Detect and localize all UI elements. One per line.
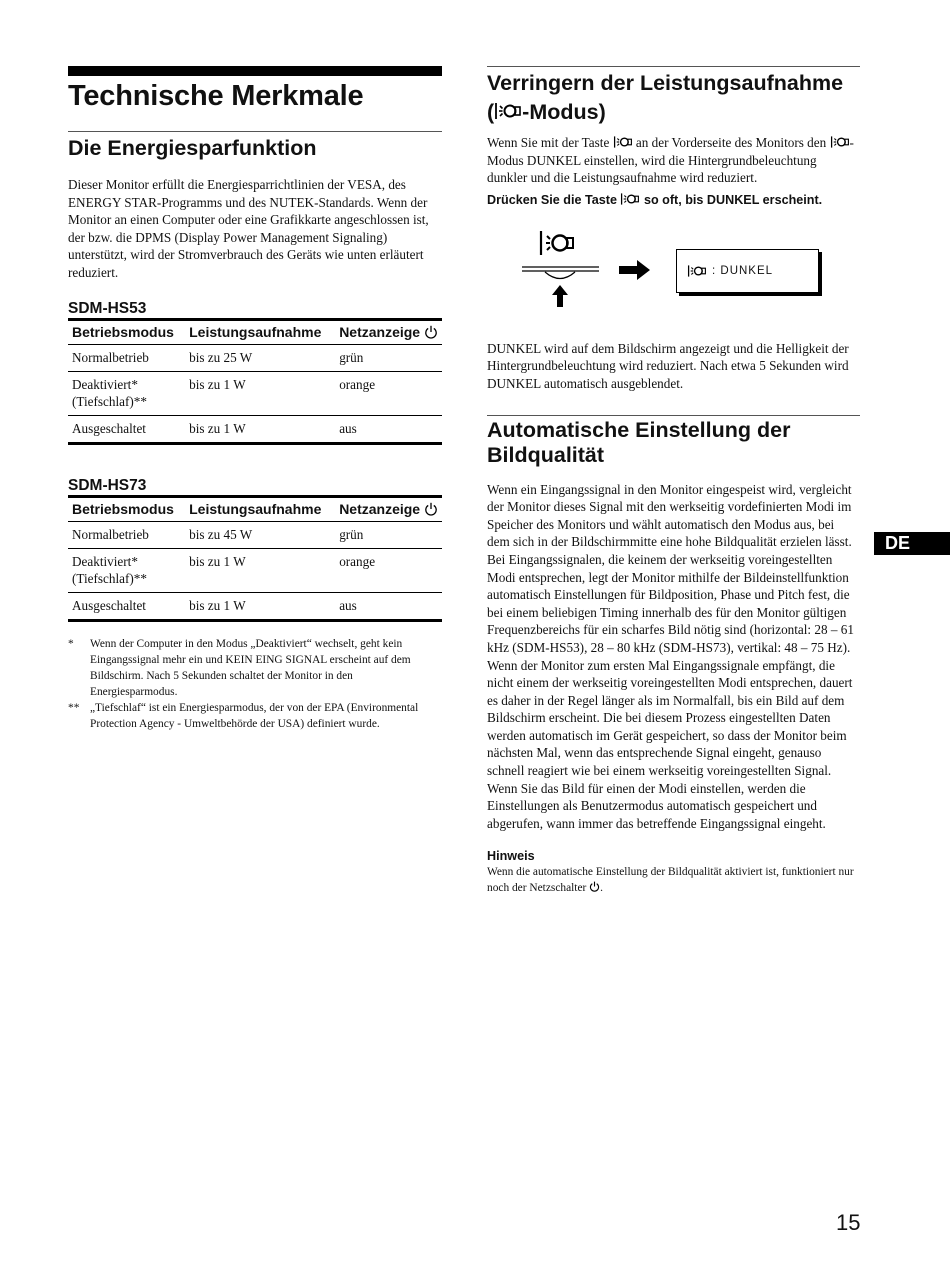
page-title: Technische Merkmale — [68, 80, 364, 112]
osd-display — [676, 249, 819, 293]
section-heading-power-save: Verringern der Leistungsaufnahme ( -Modus) — [487, 71, 844, 124]
power-save-after: DUNKEL wird auf dem Bildschirm angezeigt und die Helligkeit der Hintergrundbeleuchtung wird reduziert. Nach etwa 5 Sekunden wird DUNKEL automatisch ausgeblendet. — [487, 340, 849, 391]
model-label-hs73: SDM-HS73 — [68, 476, 147, 494]
col-header-power: Leistungsaufnahme — [185, 496, 335, 521]
instruction: Drücken Sie die Taste so oft, bis DUNKEL erscheint. — [487, 192, 823, 207]
col-header-mode: Betriebsmodus — [68, 319, 185, 344]
power-table-hs73 — [68, 495, 442, 622]
footnote: * Wenn der Computer in den Modus „Deaktiviert“ wechselt, geht kein Eingangssignal mehr ein und KEIN EING SIGNAL erscheint auf dem Bildschirm. Nach 5 Sekunden schaltet der Monitor in den Energiesparmodus. — [68, 637, 411, 698]
backlight-icon — [494, 101, 522, 121]
power-icon — [424, 502, 438, 516]
backlight-icon — [613, 135, 633, 149]
up-arrow-icon — [552, 285, 568, 307]
paragraph: Wenn Sie das Bild für einen der Modi einstellen, werden die Einstellungen als Benutzermodus automatisch gespeichert und abgerufen, wann immer das betreffende Eingangssignal eingeht. — [487, 780, 826, 831]
paragraph: Wenn ein Eingangssignal in den Monitor eingespeist wird, vergleicht der Monitor dieses Signal mit den werkseitig vordefinierten Modi im Speicher des Monitors und wählt automatisch den Modus aus, bei dem sich in der Bildschirmmitte eine hohe Bildqualität erzielen lässt. — [487, 481, 852, 550]
note-text: Wenn die automatische Einstellung der Bildqualität aktiviert ist, funktioniert nur noch der Netzschalter . — [487, 866, 854, 895]
paragraph: Wenn der Monitor zum ersten Mal Eingangssignale empfängt, die nicht einem der werkseitig voreingestellten Modi entsprechen, dauert es daher in der Regel länger als im Normalfall, bis ein Bild auf dem Bildschirm erscheint. Die bei diesem Prozess eingestellten Daten werden automatisch im Gerät gespeichert, so dass der Monitor beim nächsten Mal, wenn das entsprechende Signal eingeht, genauso schnell reagiert wie bei einem werkseitig voreingestellten Signal. — [487, 657, 853, 779]
section-rule — [68, 131, 442, 132]
backlight-icon — [620, 192, 640, 206]
col-header-indicator: Netzanzeige — [335, 496, 442, 521]
model-label-hs53: SDM-HS53 — [68, 299, 147, 317]
page-number: 15 — [836, 1210, 861, 1235]
language-tab: DE — [874, 532, 950, 555]
section-heading-auto-quality: Automatische Einstellung der Bildqualität — [487, 417, 791, 467]
table-row: Normalbetrieb bis zu 25 W grün — [68, 344, 442, 371]
col-header-power: Leistungsaufnahme — [185, 319, 335, 344]
energy-intro: Dieser Monitor erfüllt die Energiesparrichtlinien der VESA, des ENERGY STAR-Programms und des NUTEK-Standards. Wenn der Monitor an einen Computer oder eine Grafikkarte angeschlossen ist, der bzw. die DPMS (Display Power Management Signaling) unterstützt, wird der Stromverbrauch des Geräts wie unten erläutert reduziert. — [68, 177, 429, 280]
right-column — [487, 66, 860, 896]
osd-text: : DUNKEL — [712, 264, 774, 277]
table-row: Deaktiviert* (Tiefschlaf)** bis zu 1 W orange — [68, 371, 442, 415]
power-save-intro: Wenn Sie mit der Taste an der Vorderseite des Monitors den -Modus DUNKEL einstellen, wird die Hintergrundbeleuchtung dunkler und die Leistungsaufnahme wird reduziert. — [487, 135, 854, 186]
section-rule — [487, 415, 860, 416]
power-icon — [424, 325, 438, 339]
table-row: Ausgeschaltet bis zu 1 W aus — [68, 415, 442, 443]
table-row: Deaktiviert* (Tiefschlaf)** bis zu 1 W orange — [68, 548, 442, 592]
table-row: Normalbetrieb bis zu 45 W grün — [68, 521, 442, 548]
button-diagram — [487, 227, 860, 337]
auto-quality-body — [487, 481, 860, 833]
backlight-icon — [687, 264, 707, 278]
power-icon — [589, 881, 600, 892]
footnote: ** „Tiefschlaf“ ist ein Energiesparmodus, der von der EPA (Environmental Protection Agency - Umweltbehörde der USA) definiert wurde. — [68, 701, 419, 730]
col-header-indicator: Netzanzeige — [335, 319, 442, 344]
backlight-icon — [541, 231, 573, 255]
right-arrow-icon — [619, 260, 651, 280]
footnotes — [68, 636, 442, 732]
left-column — [68, 66, 442, 732]
section-heading-energy: Die Energiesparfunktion — [68, 136, 317, 160]
power-table-hs53 — [68, 318, 442, 445]
backlight-icon — [830, 135, 850, 149]
note-title: Hinweis — [487, 849, 535, 864]
table-row: Ausgeschaltet bis zu 1 W aus — [68, 592, 442, 620]
paragraph: Bei Eingangssignalen, die keinem der werkseitig voreingestellten Modi entsprechen, legt der Monitor mithilfe der Bildeinstellfunktion automatisch Einstellungen für Bildposition, Phase und Pitch fest, die bei einem beliebigen Timing innerhalb des für den Monitor gültigen Frequenzbereichs für ein scharfes Bild nötig sind (horizontal: 28 – 61 kHz (SDM-HS53), 28 – 80 kHz (SDM-HS73), vertikal: 48 – 75 Hz). — [487, 551, 854, 655]
title-rule — [68, 66, 442, 76]
section-rule — [487, 66, 860, 67]
col-header-mode: Betriebsmodus — [68, 496, 185, 521]
